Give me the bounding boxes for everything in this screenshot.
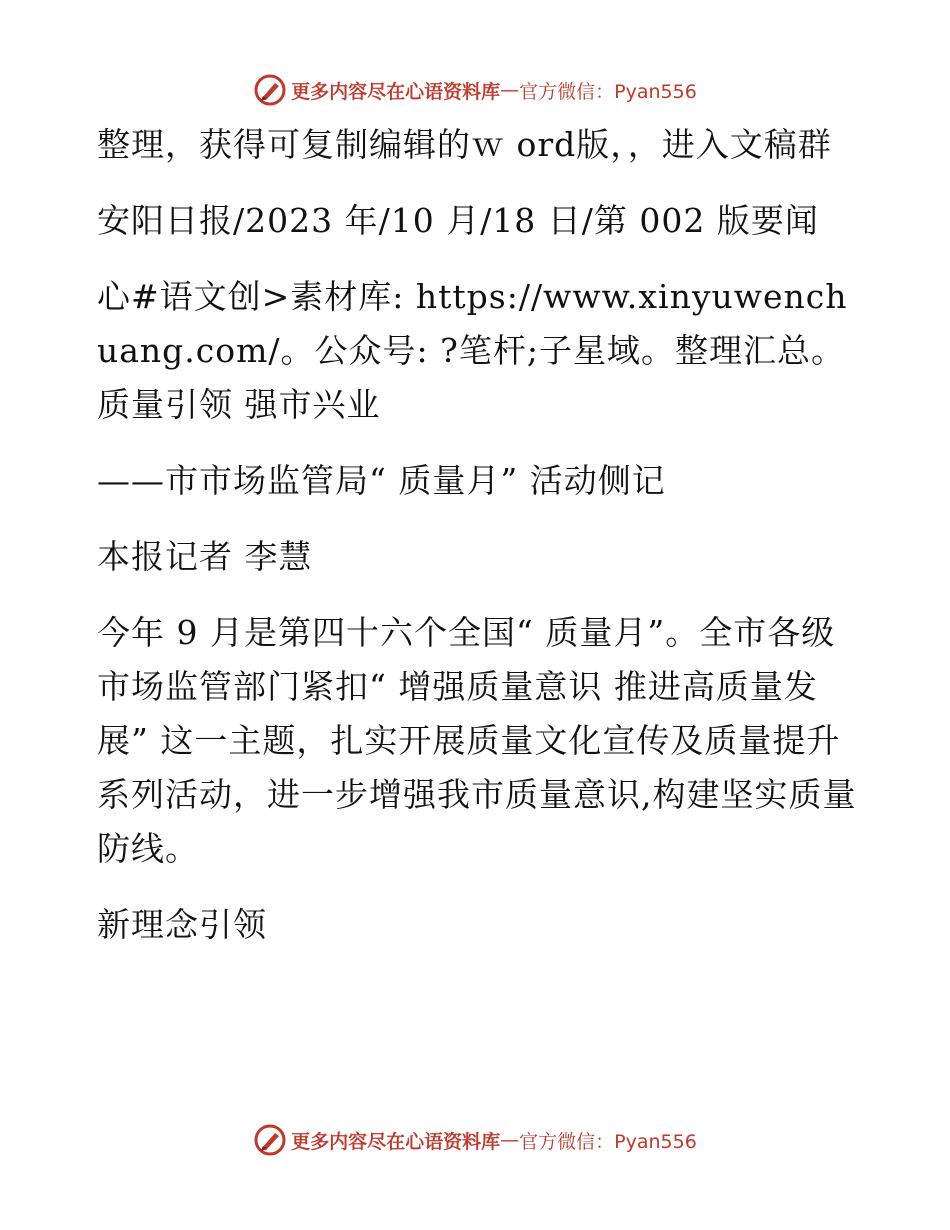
paragraph-repository-title: 心#语文创>素材库: https://www.xinyuwenchuang.com/。公众号: ?笔杆;子星域。整理汇总。质量引领 强市兴业: [97, 277, 848, 424]
banner-wechat: 官方微信：Pyan556: [519, 1130, 697, 1153]
banner-wechat: 官方微信：Pyan556: [519, 80, 697, 103]
pen-nib-logo-icon: [253, 73, 287, 107]
document-body: [97, 118, 857, 974]
banner-text: 更多内容尽在心语资料库: [291, 1130, 501, 1153]
footer-watermark-banner: [0, 1120, 950, 1160]
header-watermark-banner: [0, 70, 950, 110]
paragraph-body: 今年 9 月是第四十六个全国“ 质量月”。全市各级市场监管部门紧扣“ 增强质量意识 推进高质量发展” 这一主题，扎实开展质量文化宣传及质量提升系列活动，进一步增强我市质量意识,构建坚实质量防线。: [97, 613, 857, 868]
paragraph-intro: 整理，获得可复制编辑的ｗ ord版，，进入文稿群: [97, 125, 832, 164]
paragraph-subtitle: ——市市场监管局“ 质量月” 活动侧记: [97, 461, 666, 500]
paragraph-section-heading: 新理念引领: [97, 905, 267, 944]
pen-nib-logo-icon: [253, 1123, 287, 1157]
banner-text: 更多内容尽在心语资料库: [291, 80, 501, 103]
banner-dash: —: [500, 1129, 520, 1151]
paragraph-source: 安阳日报/2023 年/10 月/18 日/第 002 版要闻: [97, 201, 819, 240]
paragraph-byline: 本报记者 李慧: [97, 537, 313, 576]
banner-dash: —: [500, 79, 520, 101]
